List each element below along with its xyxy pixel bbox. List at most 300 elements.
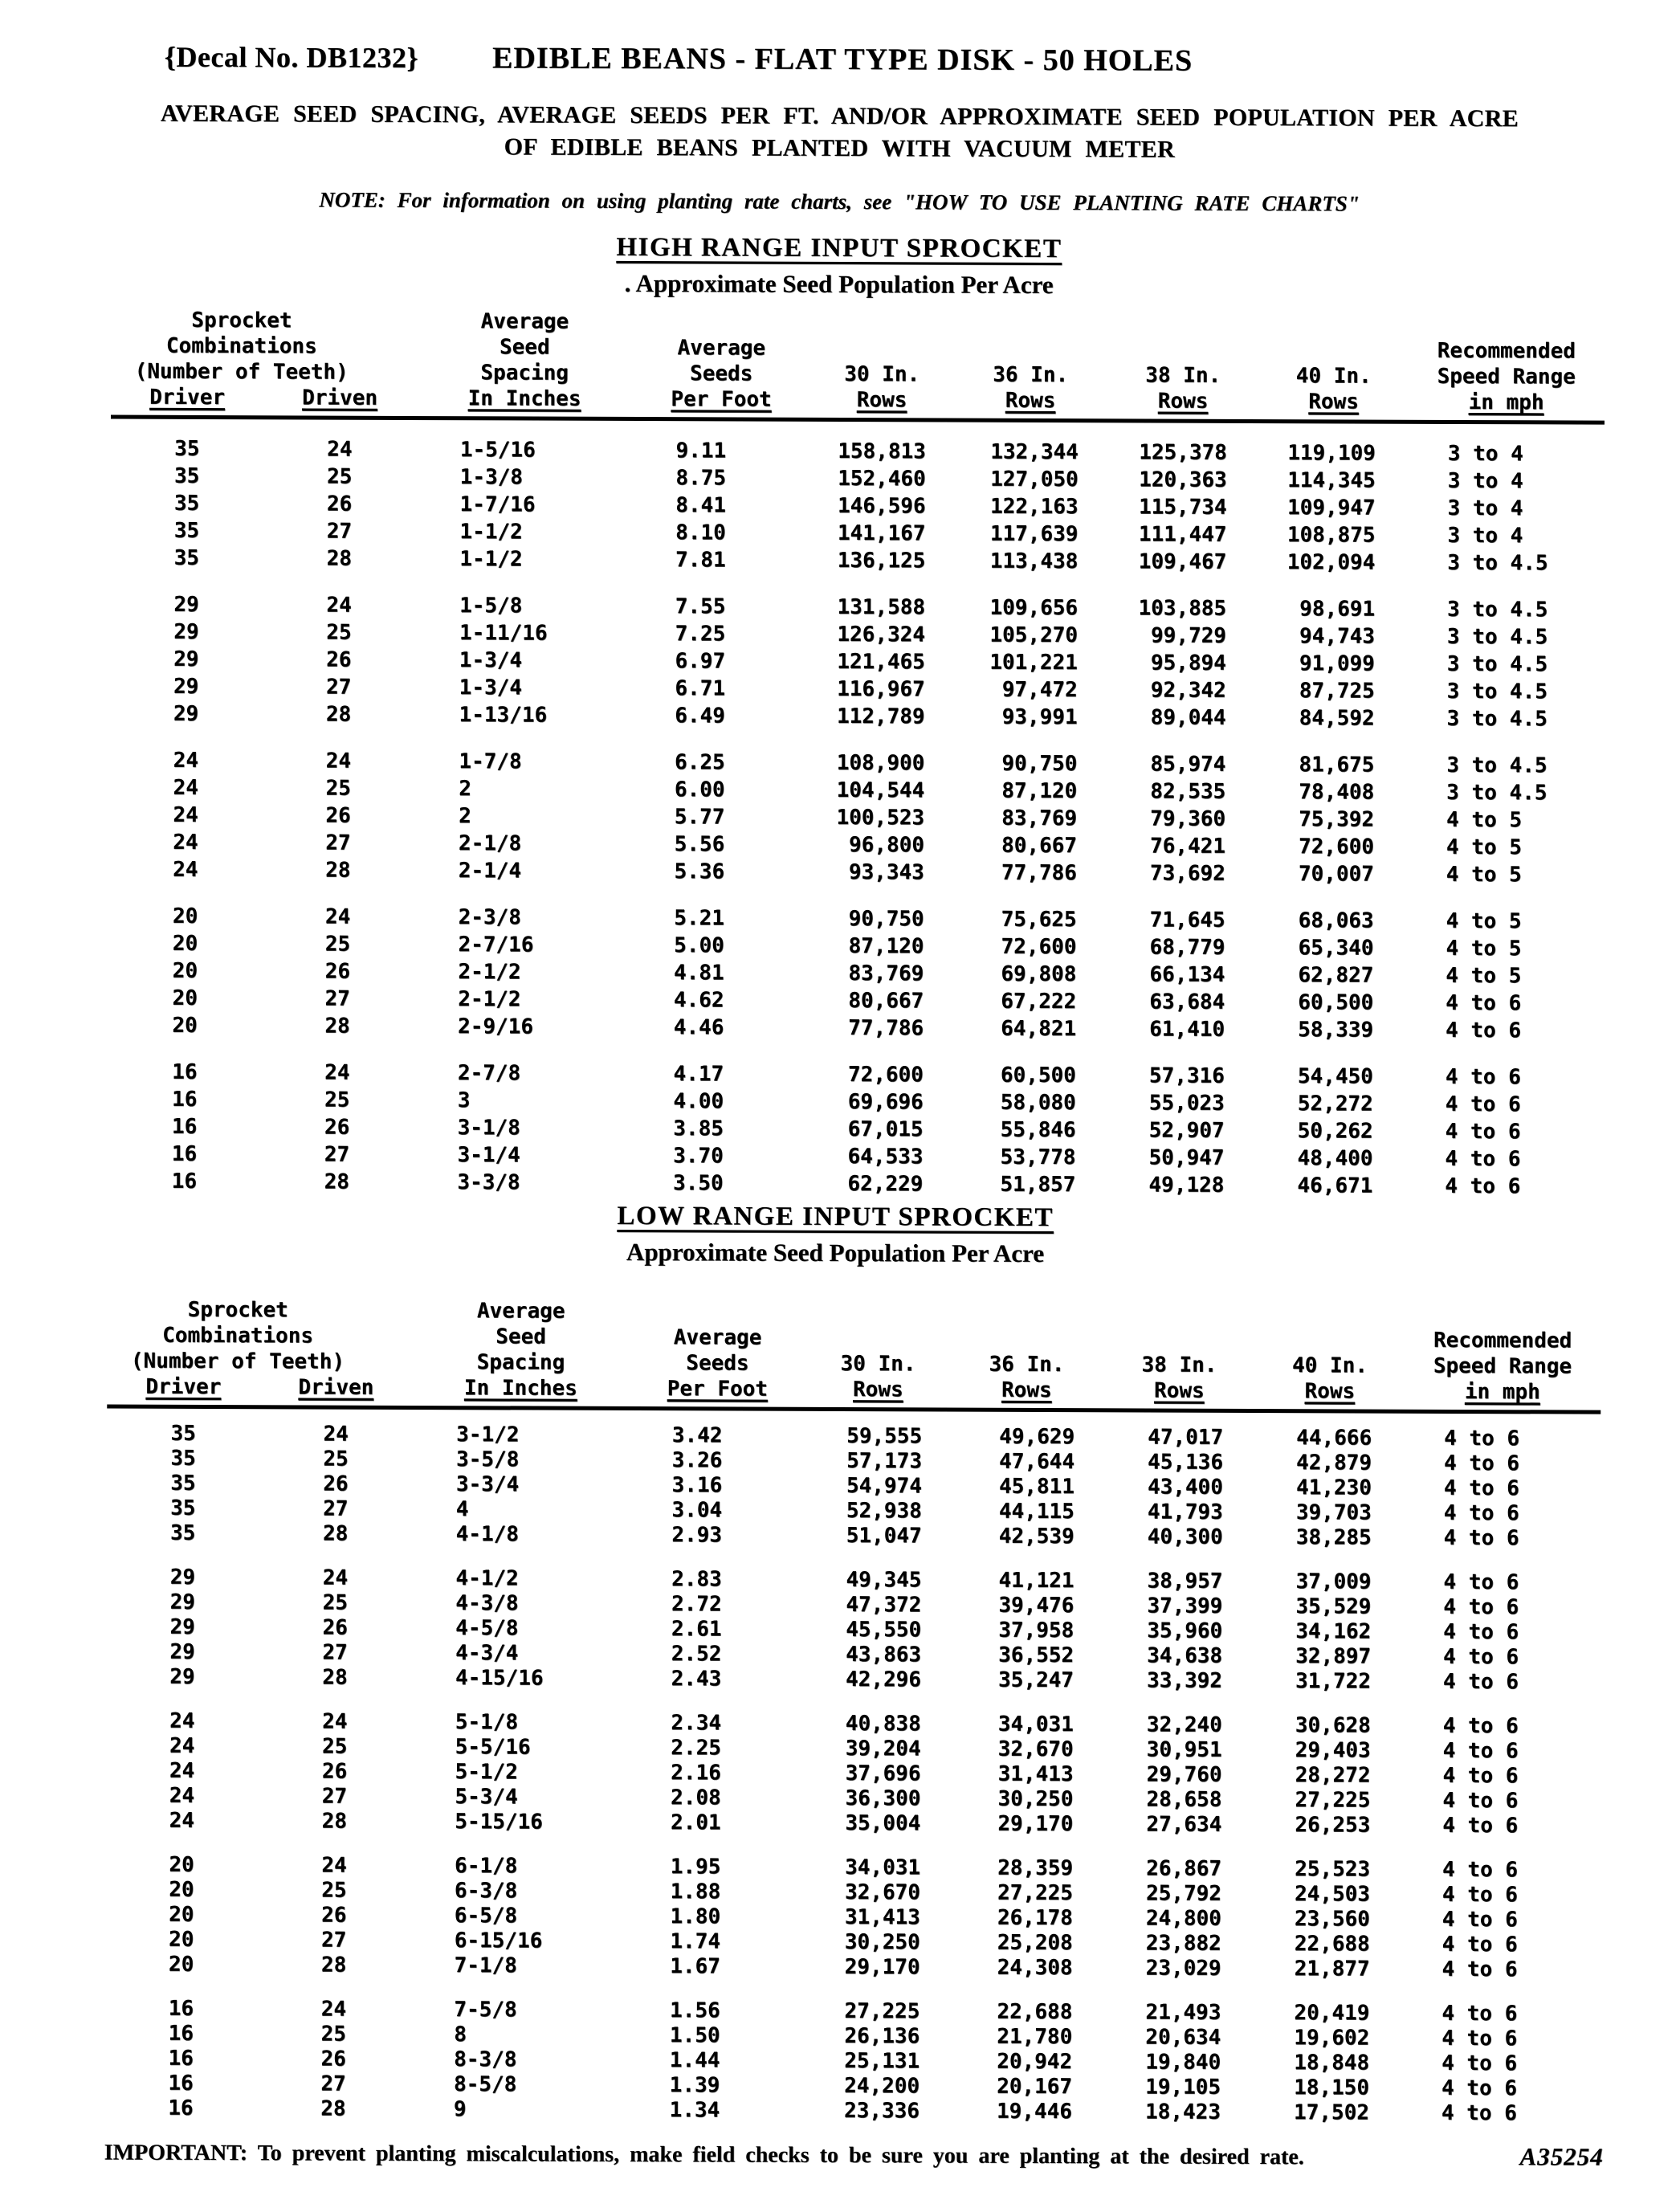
- cell-30in-rows: 131,588: [837, 594, 926, 620]
- cell-seed-spacing: 2-1/4: [458, 859, 522, 884]
- cell-38in-rows: 82,535: [1150, 779, 1226, 804]
- cell-36in-rows: 49,629: [999, 1424, 1075, 1450]
- cell-38in-rows: 24,800: [1145, 1906, 1221, 1931]
- cell-38in-rows: 34,638: [1147, 1643, 1223, 1668]
- cell-driver: 29: [173, 592, 199, 617]
- cell-30in-rows: 80,667: [848, 989, 924, 1014]
- cell-40in-rows: 18,150: [1294, 2075, 1370, 2100]
- cell-seed-spacing: 5-5/16: [455, 1735, 531, 1760]
- cell-speed-range: 4 to 6: [1442, 1738, 1519, 1764]
- cell-seeds-per-foot: 1.44: [669, 2048, 720, 2073]
- cell-30in-rows: 90,750: [848, 907, 924, 932]
- cell-30in-rows: 87,120: [848, 934, 924, 959]
- cell-driver: 35: [174, 436, 200, 461]
- cell-seed-spacing: 1-3/8: [459, 465, 524, 490]
- cell-40in-rows: 94,743: [1299, 624, 1376, 649]
- cell-36in-rows: 87,120: [1001, 778, 1078, 804]
- cell-38in-rows: 21,493: [1145, 2000, 1221, 2025]
- cell-40in-rows: 62,827: [1298, 963, 1374, 988]
- cell-seed-spacing: 1-13/16: [459, 703, 548, 728]
- sprocket-group: [108, 903, 1677, 1045]
- column-header-driven: Driven: [298, 1375, 374, 1400]
- cell-seed-spacing: 2-1/2: [458, 987, 521, 1012]
- cell-driver: 16: [171, 1169, 198, 1194]
- cell-driver: 24: [173, 748, 199, 773]
- cell-40in-rows: 60,500: [1298, 990, 1374, 1015]
- cell-driver: 24: [169, 1808, 195, 1833]
- cell-30in-rows: 51,047: [846, 1524, 922, 1549]
- cell-seeds-per-foot: 4.62: [673, 988, 724, 1013]
- cell-speed-range: 4 to 6: [1441, 2001, 1518, 2026]
- cell-speed-range: 3 to 4.5: [1446, 651, 1548, 677]
- cell-40in-rows: 42,879: [1296, 1451, 1372, 1475]
- cell-30in-rows: 29,170: [844, 1955, 920, 1980]
- important-text: To prevent planting miscalculations, make field checks to be sure you are planting at the desired rate.: [257, 2141, 1304, 2170]
- column-header-seed-spacing: [416, 308, 633, 412]
- cell-38in-rows: 23,029: [1145, 1956, 1221, 1981]
- cell-40in-rows: 38,285: [1295, 1525, 1372, 1550]
- sprocket-group: [105, 1853, 1674, 1983]
- cell-driven: 27: [326, 519, 353, 544]
- cell-40in-rows: 119,109: [1287, 441, 1376, 466]
- cell-seed-spacing: 1-7/8: [459, 749, 522, 774]
- cell-38in-rows: 41,793: [1147, 1500, 1223, 1524]
- cell-driven: 24: [324, 904, 351, 929]
- cell-seed-spacing: 1-5/8: [459, 594, 523, 618]
- cell-driver: 20: [172, 1013, 198, 1038]
- cell-seed-spacing: 4-3/4: [455, 1641, 519, 1666]
- cell-driven: 27: [323, 1496, 349, 1521]
- column-header-sprocket-combinations: [111, 308, 416, 411]
- cell-40in-rows: 50,262: [1297, 1119, 1373, 1144]
- cell-36in-rows: 47,644: [999, 1449, 1075, 1475]
- cell-seeds-per-foot: 5.00: [674, 933, 724, 958]
- cell-36in-rows: 19,446: [996, 2099, 1072, 2124]
- cell-38in-rows: 19,105: [1145, 2075, 1221, 2100]
- cell-speed-range: 4 to 6: [1441, 2100, 1517, 2126]
- cell-36in-rows: 67,222: [1001, 989, 1077, 1014]
- header-line: Recommended: [1433, 1328, 1572, 1353]
- cell-driven: 24: [326, 593, 352, 618]
- cell-36in-rows: 32,670: [997, 1737, 1074, 1762]
- cell-driven: 28: [325, 702, 352, 727]
- header-line: Average: [677, 336, 766, 361]
- cell-40in-rows: 29,403: [1295, 1738, 1371, 1763]
- cell-seed-spacing: 2-7/16: [458, 933, 534, 957]
- cell-40in-rows: 39,703: [1295, 1500, 1372, 1525]
- cell-speed-range: 3 to 4: [1447, 468, 1523, 494]
- cell-driven: 25: [327, 464, 353, 489]
- header-line: 36 In.: [989, 1352, 1065, 1378]
- cell-38in-rows: 25,792: [1145, 1881, 1222, 1906]
- cell-seeds-per-foot: 7.25: [675, 622, 726, 647]
- cell-seeds-per-foot: 4.00: [673, 1089, 724, 1114]
- cell-38in-rows: 99,729: [1150, 623, 1227, 648]
- header-line: Average: [476, 1299, 565, 1324]
- header-line: 30 In.: [840, 1352, 916, 1377]
- cell-speed-range: 4 to 6: [1443, 1475, 1519, 1501]
- cell-seed-spacing: 8-5/8: [453, 2072, 517, 2097]
- cell-38in-rows: 32,240: [1146, 1712, 1222, 1737]
- cell-driven: 25: [324, 1088, 350, 1112]
- cell-seed-spacing: 4-1/8: [455, 1522, 520, 1547]
- cell-seeds-per-foot: 2.72: [671, 1592, 722, 1617]
- cell-40in-rows: 78,408: [1299, 780, 1375, 805]
- table-header: [111, 308, 1605, 425]
- cell-seeds-per-foot: 6.71: [675, 676, 726, 701]
- cell-speed-range: 4 to 6: [1441, 2075, 1518, 2101]
- cell-speed-range: 4 to 6: [1441, 2051, 1518, 2076]
- cell-seeds-per-foot: 7.81: [675, 548, 726, 573]
- cell-speed-range: 4 to 6: [1441, 1932, 1518, 1957]
- cell-driven: 27: [320, 2071, 346, 2096]
- cell-speed-range: 4 to 6: [1445, 1146, 1521, 1172]
- cell-38in-rows: 18,423: [1144, 2100, 1221, 2124]
- cell-30in-rows: 146,596: [837, 493, 926, 519]
- column-header-30in-rows: [805, 1351, 950, 1403]
- cell-driven: 28: [322, 1665, 348, 1690]
- cell-seeds-per-foot: 3.04: [671, 1498, 723, 1523]
- cell-40in-rows: 25,523: [1295, 1857, 1371, 1882]
- note-text: NOTE: For information on using planting rate charts, see "HOW TO USE PLANTING RATE CHARTS": [319, 187, 1360, 216]
- header-line: Per Foot: [671, 387, 772, 412]
- cell-speed-range: 4 to 6: [1441, 1882, 1518, 1908]
- cell-38in-rows: 63,684: [1149, 990, 1225, 1014]
- cell-seeds-per-foot: 8.41: [675, 493, 726, 518]
- header-line: Spacing: [476, 1350, 565, 1375]
- column-header-36in-rows: [950, 1352, 1103, 1404]
- cell-38in-rows: 37,399: [1147, 1594, 1223, 1618]
- cell-40in-rows: 58,339: [1298, 1018, 1374, 1043]
- cell-38in-rows: 43,400: [1147, 1475, 1223, 1500]
- cell-40in-rows: 24,503: [1294, 1882, 1371, 1907]
- cell-speed-range: 3 to 4.5: [1446, 780, 1547, 806]
- cell-driven: 24: [322, 1565, 349, 1590]
- cell-speed-range: 4 to 6: [1442, 1788, 1519, 1814]
- cell-30in-rows: 67,015: [847, 1117, 924, 1142]
- cell-driver: 29: [173, 701, 199, 726]
- cell-seed-spacing: 6-3/8: [454, 1879, 518, 1904]
- table-row: [110, 700, 1604, 733]
- cell-36in-rows: 75,625: [1001, 907, 1077, 933]
- cell-driver: 20: [172, 904, 198, 929]
- cell-30in-rows: 96,800: [848, 833, 925, 858]
- cell-driven: 28: [322, 1521, 349, 1546]
- cell-driven: 27: [325, 675, 352, 700]
- cell-driven: 26: [320, 2047, 346, 2071]
- cell-30in-rows: 45,550: [846, 1618, 922, 1643]
- cell-30in-rows: 43,863: [846, 1643, 922, 1667]
- cell-seeds-per-foot: 2.43: [671, 1667, 722, 1692]
- table-row: [105, 1953, 1599, 1983]
- cell-seeds-per-foot: 6.25: [674, 750, 725, 775]
- cell-seeds-per-foot: 3.42: [671, 1423, 723, 1448]
- cell-seeds-per-foot: 1.88: [670, 1880, 721, 1904]
- cell-38in-rows: 92,342: [1150, 678, 1226, 703]
- cell-seeds-per-foot: 3.50: [672, 1171, 724, 1196]
- cell-driver: 16: [172, 1059, 198, 1084]
- cell-40in-rows: 44,666: [1296, 1426, 1372, 1451]
- cell-driver: 24: [173, 830, 198, 855]
- cell-30in-rows: 136,125: [837, 548, 926, 573]
- cell-driven: 26: [326, 492, 353, 516]
- cell-seeds-per-foot: 2.25: [671, 1736, 722, 1761]
- cell-driver: 29: [169, 1614, 195, 1639]
- cell-driven: 24: [324, 1060, 350, 1085]
- cell-seed-spacing: 1-11/16: [459, 621, 548, 646]
- cell-40in-rows: 81,675: [1299, 753, 1375, 778]
- cell-40in-rows: 23,560: [1294, 1907, 1370, 1932]
- sprocket-group: [105, 1709, 1674, 1839]
- cell-seed-spacing: 8-3/8: [454, 2047, 517, 2072]
- cell-38in-rows: 33,392: [1146, 1668, 1223, 1693]
- cell-speed-range: 3 to 4.5: [1446, 624, 1548, 650]
- cell-driven: 27: [321, 1928, 347, 1953]
- header-line: Spacing: [480, 361, 569, 386]
- header-line: in mph: [1464, 1379, 1540, 1405]
- cell-38in-rows: 19,840: [1145, 2050, 1221, 2075]
- sprocket-group: [109, 747, 1678, 889]
- cell-driven: 26: [321, 1903, 347, 1928]
- cell-driver: 24: [169, 1733, 195, 1758]
- cell-seed-spacing: 7-1/8: [454, 1953, 517, 1978]
- header-line: Rows: [1308, 390, 1359, 414]
- cell-seeds-per-foot: 1.56: [670, 1998, 720, 2023]
- cell-36in-rows: 83,769: [1001, 806, 1078, 831]
- cell-38in-rows: 85,974: [1150, 752, 1226, 777]
- cell-speed-range: 4 to 6: [1442, 1669, 1519, 1695]
- column-header-driver: Driver: [145, 1374, 222, 1400]
- cell-driver: 20: [172, 931, 198, 956]
- header-line: Seeds: [686, 1351, 749, 1376]
- cell-driver: 24: [169, 1708, 195, 1733]
- cell-seed-spacing: 9: [453, 2097, 467, 2122]
- cell-seeds-per-foot: 3.70: [673, 1144, 724, 1169]
- cell-38in-rows: 20,634: [1145, 2025, 1221, 2050]
- cell-driven: 26: [321, 1759, 348, 1784]
- cell-speed-range: 3 to 4: [1447, 441, 1523, 467]
- cell-driven: 27: [324, 986, 350, 1011]
- cell-seed-spacing: 1-3/4: [459, 648, 523, 673]
- header-line: 40 In.: [1291, 1353, 1368, 1378]
- cell-driven: 25: [326, 620, 352, 645]
- cell-driver: 29: [169, 1565, 196, 1590]
- cell-seeds-per-foot: 2.93: [671, 1523, 723, 1548]
- cell-30in-rows: 141,167: [837, 520, 926, 546]
- cell-driver: 29: [169, 1590, 196, 1614]
- cell-seeds-per-foot: 5.21: [674, 906, 724, 931]
- title-line: [165, 39, 1680, 80]
- cell-36in-rows: 42,539: [998, 1524, 1074, 1549]
- header-line: In Inches: [463, 1376, 577, 1401]
- cell-driven: 25: [321, 1878, 347, 1903]
- cell-40in-rows: 26,253: [1295, 1813, 1371, 1838]
- cell-seeds-per-foot: 1.95: [670, 1855, 721, 1880]
- cell-36in-rows: 26,178: [997, 1905, 1073, 1931]
- cell-seeds-per-foot: 4.81: [673, 961, 724, 986]
- header-line: 38 In.: [1145, 363, 1221, 388]
- cell-seed-spacing: 4-15/16: [455, 1666, 544, 1691]
- cell-driver: 16: [168, 2046, 194, 2071]
- cell-driven: 27: [324, 1142, 350, 1167]
- sprocket-group: [104, 1997, 1673, 2127]
- cell-driven: 24: [322, 1709, 348, 1734]
- cell-36in-rows: 55,846: [1000, 1117, 1076, 1143]
- cell-38in-rows: 55,023: [1148, 1091, 1225, 1116]
- cell-seed-spacing: 1-3/4: [459, 675, 523, 700]
- cell-driver: 16: [171, 1114, 198, 1139]
- cell-40in-rows: 22,688: [1294, 1932, 1370, 1957]
- cell-36in-rows: 21,780: [997, 2024, 1073, 2050]
- cell-driver: 35: [170, 1446, 196, 1471]
- cell-30in-rows: 42,296: [845, 1667, 922, 1692]
- cell-36in-rows: 122,163: [989, 494, 1079, 520]
- cell-seed-spacing: 2-7/8: [457, 1061, 521, 1086]
- cell-seeds-per-foot: 2.01: [670, 1810, 721, 1835]
- cell-driven: 24: [323, 1422, 349, 1447]
- cell-seed-spacing: 3: [457, 1088, 471, 1113]
- cell-30in-rows: 49,345: [846, 1568, 922, 1593]
- cell-38in-rows: 68,779: [1149, 935, 1225, 960]
- header-line: Seeds: [690, 361, 753, 386]
- header-line: Rows: [1157, 389, 1209, 414]
- table-row: [109, 856, 1603, 889]
- cell-speed-range: 4 to 6: [1443, 1644, 1519, 1670]
- cell-36in-rows: 58,080: [1000, 1090, 1076, 1116]
- cell-40in-rows: 34,162: [1295, 1619, 1372, 1644]
- cell-38in-rows: 57,316: [1148, 1063, 1225, 1088]
- cell-30in-rows: 47,372: [846, 1593, 922, 1618]
- table-row: [104, 2096, 1598, 2127]
- table-row: [106, 1665, 1600, 1696]
- cell-speed-range: 4 to 6: [1441, 1907, 1518, 1933]
- cell-36in-rows: 90,750: [1001, 751, 1078, 777]
- cell-speed-range: 4 to 6: [1446, 1018, 1522, 1043]
- cell-40in-rows: 31,722: [1295, 1669, 1372, 1694]
- cell-driven: 25: [325, 776, 351, 801]
- cell-driven: 26: [326, 647, 352, 672]
- cell-36in-rows: 109,656: [989, 595, 1079, 621]
- cell-speed-range: 4 to 6: [1442, 1713, 1519, 1739]
- cell-speed-range: 4 to 6: [1444, 1426, 1520, 1451]
- sprocket-group: [110, 435, 1678, 578]
- column-header-36in-rows: [954, 362, 1107, 414]
- cell-seed-spacing: 5-1/8: [455, 1710, 519, 1735]
- cell-speed-range: 3 to 4.5: [1446, 706, 1547, 732]
- cell-36in-rows: 36,552: [998, 1643, 1074, 1668]
- cell-36in-rows: 117,639: [989, 521, 1079, 547]
- cell-driver: 24: [169, 1783, 195, 1808]
- cell-seeds-per-foot: 5.36: [674, 859, 725, 884]
- cell-30in-rows: 93,343: [848, 860, 924, 885]
- cell-30in-rows: 62,229: [847, 1172, 924, 1197]
- cell-driver: 35: [169, 1520, 196, 1545]
- cell-38in-rows: 125,378: [1139, 440, 1227, 465]
- cell-seeds-per-foot: 2.52: [671, 1642, 722, 1667]
- cell-38in-rows: 50,947: [1148, 1145, 1225, 1170]
- cell-speed-range: 4 to 6: [1445, 1173, 1521, 1199]
- column-header-speed-range: [1408, 338, 1605, 416]
- header-line: Recommended: [1437, 338, 1576, 364]
- section-subtitle-high-range: . Approximate Seed Population Per Acre: [624, 268, 1054, 300]
- column-header-seeds-per-foot: [633, 335, 809, 413]
- cell-30in-rows: 31,413: [844, 1905, 920, 1930]
- cell-36in-rows: 24,308: [997, 1955, 1073, 1981]
- cell-40in-rows: 102,094: [1287, 550, 1376, 575]
- cell-seeds-per-foot: 5.77: [674, 805, 725, 830]
- cell-seeds-per-foot: 5.56: [674, 832, 725, 857]
- important-label: IMPORTANT:: [104, 2140, 248, 2166]
- cell-driven: 27: [322, 1640, 348, 1665]
- table-row: [107, 1521, 1600, 1552]
- cell-speed-range: 4 to 5: [1446, 963, 1522, 989]
- cell-36in-rows: 29,170: [997, 1811, 1074, 1837]
- cell-36in-rows: 53,778: [1000, 1145, 1076, 1170]
- cell-36in-rows: 80,667: [1001, 833, 1078, 859]
- cell-40in-rows: 20,419: [1294, 2001, 1370, 2026]
- cell-seeds-per-foot: 9.11: [675, 439, 727, 463]
- cell-38in-rows: 35,960: [1147, 1618, 1223, 1643]
- sprocket-group: [108, 1059, 1676, 1201]
- cell-speed-range: 4 to 6: [1443, 1500, 1519, 1526]
- cell-38in-rows: 66,134: [1149, 962, 1225, 987]
- cell-driver: 29: [173, 674, 199, 699]
- cell-seeds-per-foot: 2.61: [671, 1617, 722, 1642]
- cell-driven: 25: [322, 1590, 349, 1615]
- cell-seed-spacing: 3-1/2: [456, 1422, 520, 1447]
- header-line: (Number of Teeth): [134, 359, 349, 385]
- cell-30in-rows: 54,974: [846, 1474, 922, 1499]
- sprocket-group: [106, 1565, 1674, 1696]
- cell-36in-rows: 132,344: [990, 439, 1079, 465]
- cell-40in-rows: 84,592: [1299, 706, 1375, 731]
- cell-seed-spacing: 2-3/8: [458, 905, 521, 930]
- cell-seed-spacing: 6-15/16: [454, 1928, 543, 1953]
- cell-driver: 35: [173, 518, 200, 543]
- cell-speed-range: 3 to 4.5: [1446, 753, 1547, 778]
- sprocket-group: [107, 1422, 1675, 1552]
- cell-30in-rows: 83,769: [848, 961, 924, 986]
- table-header: [107, 1297, 1601, 1414]
- header-line: (Number of Teeth): [130, 1349, 345, 1374]
- cell-38in-rows: 26,867: [1146, 1856, 1222, 1881]
- cell-driver: 35: [174, 463, 200, 488]
- cell-speed-range: 4 to 6: [1441, 1957, 1518, 1982]
- header-line: In Inches: [467, 386, 581, 411]
- cell-36in-rows: 37,958: [998, 1618, 1074, 1643]
- cell-driver: 29: [173, 619, 199, 644]
- cell-seed-spacing: 2-1/8: [458, 831, 522, 856]
- cell-40in-rows: 48,400: [1297, 1146, 1373, 1171]
- cell-30in-rows: 158,813: [838, 439, 926, 464]
- cell-seeds-per-foot: 3.85: [673, 1116, 724, 1141]
- cell-speed-range: 4 to 6: [1442, 1813, 1519, 1839]
- cell-seed-spacing: 1-1/2: [459, 547, 523, 572]
- cell-36in-rows: 60,500: [1000, 1063, 1076, 1088]
- cell-driver: 29: [173, 647, 199, 671]
- cell-speed-range: 3 to 4.5: [1447, 597, 1548, 622]
- cell-seed-spacing: 5-3/4: [455, 1785, 518, 1810]
- cell-30in-rows: 23,336: [843, 2099, 920, 2124]
- cell-38in-rows: 23,882: [1145, 1931, 1221, 1956]
- driver-driven-row: [111, 385, 416, 411]
- cell-speed-range: 3 to 4: [1447, 496, 1523, 521]
- cell-driver: 20: [169, 1902, 194, 1927]
- cell-38in-rows: 28,658: [1146, 1787, 1222, 1812]
- high-range-table: [0, 307, 1679, 1201]
- cell-40in-rows: 46,671: [1297, 1173, 1373, 1198]
- cell-seeds-per-foot: 1.34: [669, 2098, 720, 2123]
